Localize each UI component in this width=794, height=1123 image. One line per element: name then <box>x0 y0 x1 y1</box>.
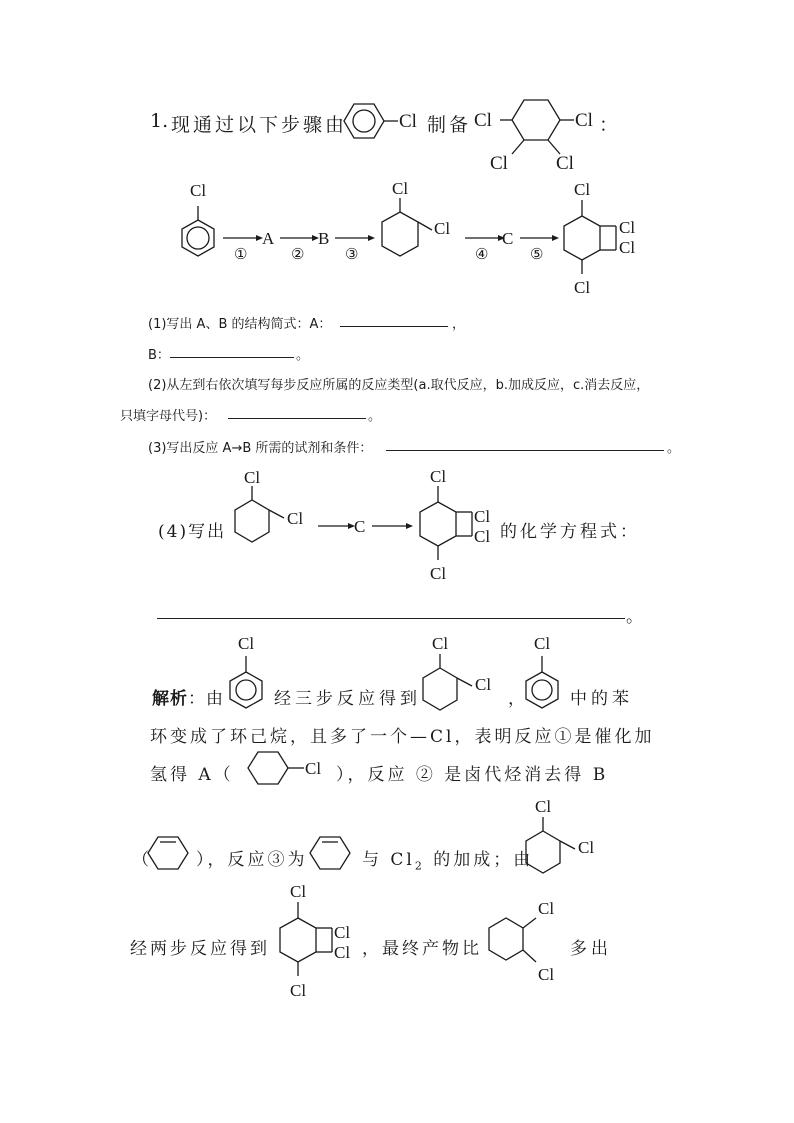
question-colon: ： <box>599 114 619 136</box>
dichlorocyclohexane <box>420 632 500 712</box>
sub4-end: 。 <box>626 607 643 627</box>
sub2-line2: 只填字母代号)： <box>120 409 217 424</box>
svg-text:Cl: Cl <box>575 110 593 131</box>
analysis-line-3b: ），反应 ② 是卤代烃消去得 B <box>336 765 609 785</box>
svg-text:Cl: Cl <box>474 507 491 526</box>
svg-text:Cl: Cl <box>538 899 555 918</box>
sub4-reaction <box>232 466 502 588</box>
svg-text:Cl: Cl <box>190 181 207 200</box>
svg-text:Cl: Cl <box>432 634 449 653</box>
analysis-line-5a: 经两步反应得到 <box>130 939 270 959</box>
question-verb: 制备 <box>427 114 472 136</box>
question-intro: 现通过以下步骤由 <box>171 114 348 136</box>
answer-blank-A[interactable] <box>340 326 448 327</box>
question-number: 1. <box>150 110 169 132</box>
chlorobenzene-vertical <box>182 181 214 256</box>
svg-text:Cl: Cl <box>434 219 451 238</box>
answer-blank-B[interactable] <box>170 357 294 358</box>
intermediate-B: B <box>318 229 330 248</box>
analysis-line-1c: ， <box>508 689 526 709</box>
svg-text:Cl: Cl <box>305 759 322 778</box>
analysis-line-3a: 氢得 A（ <box>150 765 234 785</box>
svg-text:Cl: Cl <box>619 238 636 257</box>
answer-blank-types[interactable] <box>228 418 366 419</box>
arrow-step-1 <box>223 235 263 263</box>
svg-text:Cl: Cl <box>392 179 409 198</box>
svg-text:Cl: Cl <box>430 564 447 583</box>
sub3-prompt: (3)写出反应 A→B 所需的试剂和条件： <box>148 441 373 456</box>
analysis-line-4a: （ <box>132 850 150 870</box>
analysis-line-5b: ，最终产物比 <box>362 939 482 959</box>
svg-text:⑤: ⑤ <box>530 247 544 263</box>
analysis-line-1b: 经三步反应得到 <box>274 689 421 709</box>
chlorobenzene-vertical <box>524 632 564 710</box>
dichlorocyclohexane <box>235 468 303 542</box>
svg-text:Cl: Cl <box>474 110 492 131</box>
arrow-step-5 <box>520 235 559 263</box>
analysis-line-1d: 中的苯 <box>570 689 633 709</box>
svg-text:Cl: Cl <box>238 634 255 653</box>
dichlorocyclohexane <box>382 179 450 256</box>
svg-text:Cl: Cl <box>538 965 555 984</box>
svg-text:Cl: Cl <box>574 180 591 199</box>
sub1-b-label: B： <box>148 348 170 363</box>
svg-text:Cl: Cl <box>287 509 304 528</box>
sub2-end: 。 <box>368 409 382 424</box>
sub4-suffix: 的化学方程式： <box>500 522 640 542</box>
answer-blank-equation[interactable] <box>157 618 625 619</box>
arrow-step-2 <box>280 235 319 263</box>
intermediate-C: C <box>502 229 514 248</box>
tetrachlorocyclohexane-vertical <box>276 880 356 1002</box>
sub3-end: 。 <box>667 441 681 456</box>
analysis-line-4b: ），反应③为 <box>196 850 308 870</box>
chlorobenzene-vertical <box>228 632 268 710</box>
chlorobenzene-structure <box>336 100 426 142</box>
sub1-end: 。 <box>296 348 310 363</box>
tetrachlorocyclohexane-vertical <box>564 180 635 297</box>
sub1-comma: ， <box>452 317 466 332</box>
tetrachlorocyclohexane-structure <box>474 96 614 176</box>
svg-text:Cl: Cl <box>619 218 636 237</box>
analysis-line-4c: 与 $Cl_2$ 的加成；由 <box>362 850 534 873</box>
sub1-prompt: (1)写出 A、B 的结构简式：A： <box>148 317 332 332</box>
svg-text:Cl: Cl <box>334 943 351 962</box>
cyclohexene <box>308 835 354 875</box>
svg-text:Cl: Cl <box>535 797 552 816</box>
svg-text:Cl: Cl <box>475 675 492 694</box>
analysis-line-1: 解析：由 <box>152 689 224 709</box>
chlorocyclohexane <box>246 750 336 790</box>
dichlorocyclohexane-alt <box>486 896 566 986</box>
arrow-step-3 <box>335 235 375 263</box>
intermediate-C: C <box>354 517 366 536</box>
analysis-line-2: 环变成了环己烷，且多了一个—Cl，表明反应①是催化加 <box>150 727 655 747</box>
svg-text:Cl: Cl <box>490 153 508 174</box>
svg-text:②: ② <box>291 247 305 263</box>
sub2-line1: (2)从左到右依次填写每步反应所属的反应类型(a.取代反应，b.加成反应，c.消去反应， <box>148 378 650 393</box>
analysis-line-5c: 多出 <box>570 939 612 959</box>
svg-text:Cl: Cl <box>574 278 591 297</box>
reaction-scheme <box>170 176 650 301</box>
svg-text:④: ④ <box>475 247 489 263</box>
sub4-prefix: (4)写出 <box>158 522 227 542</box>
svg-text:Cl: Cl <box>334 923 351 942</box>
arrow-step-4 <box>465 235 505 263</box>
svg-text:Cl: Cl <box>534 634 551 653</box>
svg-text:Cl: Cl <box>474 527 491 546</box>
svg-text:Cl: Cl <box>244 468 261 487</box>
intermediate-A: A <box>262 229 275 248</box>
answer-blank-conditions[interactable] <box>386 450 664 451</box>
cl-label: Cl <box>399 111 417 132</box>
svg-text:Cl: Cl <box>556 153 574 174</box>
dichlorocyclohexane <box>523 795 603 877</box>
svg-text:Cl: Cl <box>430 467 447 486</box>
svg-text:Cl: Cl <box>290 981 307 1000</box>
tetrachlorocyclohexane-vertical <box>420 467 490 583</box>
svg-text:①: ① <box>234 247 248 263</box>
cyclohexene <box>146 835 192 875</box>
svg-text:Cl: Cl <box>578 838 595 857</box>
svg-text:Cl: Cl <box>290 882 307 901</box>
analysis-label: 解析 <box>152 689 188 709</box>
svg-text:③: ③ <box>345 247 359 263</box>
